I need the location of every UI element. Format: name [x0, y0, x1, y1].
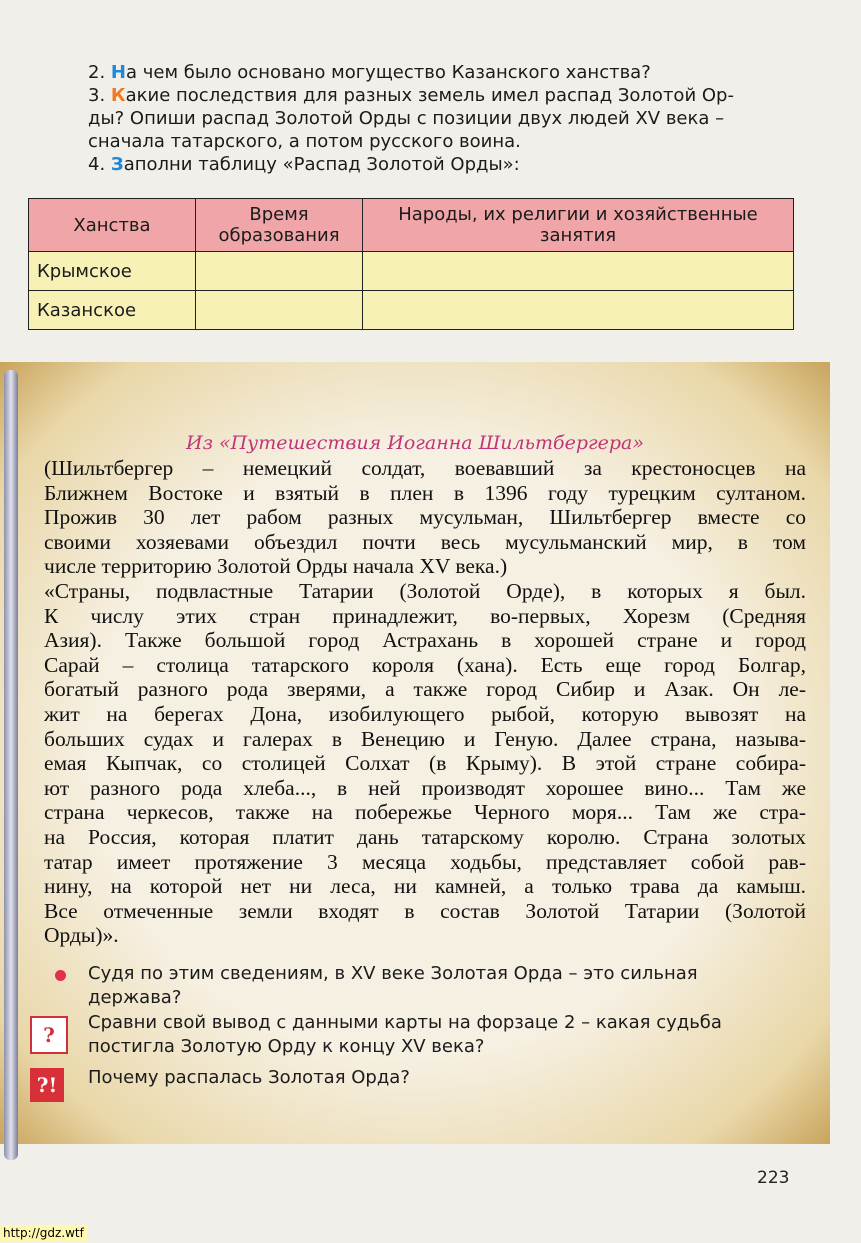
question-icon: ? [30, 1016, 68, 1054]
task-line: Судя по этим сведениям, в XV веке Золотая Орда – это сильная [88, 963, 698, 984]
page-number: 223 [757, 1168, 790, 1188]
source-line: (Шильтбергер – немецкий солдат, воевавший за крестоносцев на [44, 456, 806, 480]
row-kazan: Казанское [29, 291, 196, 330]
scroll-rod [4, 370, 18, 1160]
source-line: страна черкесов, также на побережье Черного моря... Там же стра- [44, 800, 806, 825]
source-line: нину, на которой нет ни леса, ни камней, а только трава да камыш. [44, 874, 806, 899]
question-text: 2. [88, 62, 111, 83]
source-line: Орды)». [44, 923, 119, 948]
question-text: аполни таблицу «Распад Золотой Орды»: [123, 154, 520, 175]
question-line [88, 131, 521, 153]
question-text: 3. [88, 85, 111, 106]
source-line: своими хозяевами объездил почти весь мусульманский мир, в том [44, 529, 806, 554]
khanates-table [28, 198, 794, 330]
source-line: богатый разного рода зверями, а также город Сибир и Азак. Он ле- [44, 677, 806, 702]
question-text: 4. [88, 154, 111, 175]
task-line: Сравни свой вывод с данными карты на форзаце 2 – какая судьба [88, 1012, 722, 1033]
row-crimean: Крымское [29, 252, 196, 291]
source-line: Прожив 30 лет рабом разных мусульман, Шильтбергер вместе со [44, 505, 806, 530]
task-line: Почему распалась Золотая Орда? [88, 1067, 410, 1088]
question-line [88, 85, 734, 107]
source-line: числе территорию Золотой Орды начала XV века.) [44, 554, 508, 579]
source-line: Ближнем Востоке и взятый в плен в 1396 году турецким султаном. [44, 480, 806, 505]
question-line [88, 62, 651, 84]
source-line: больших судах и галерах в Венецию и Геную. Далее страна, называ- [44, 726, 806, 751]
source-line: емая Кыпчак, со столицей Солхат (в Крыму). В этой стране собира- [44, 751, 806, 776]
problem-icon: ?! [30, 1068, 64, 1102]
question-text: З [110, 154, 124, 175]
source-title: Из «Путешествия Иоганна Шильтбергера» [186, 432, 644, 454]
question-text: сначала татарского, а потом русского воина. [88, 131, 521, 152]
question-text: акие последствия для разных земель имел распад Золотой Ор- [125, 85, 734, 106]
source-line: Азия). Также большой город Астрахань в хорошей стране и город [44, 628, 806, 653]
question-line [88, 154, 520, 176]
task-line: держава? [88, 987, 182, 1008]
header-khanates: Ханства [29, 199, 196, 252]
question-text: К [110, 85, 126, 106]
question-text: ды? Опиши распад Золотой Орды с позиции двух людей XV века – [88, 108, 725, 129]
source-line: Сарай – столица татарского короля (хана). Есть еще город Болгар, [44, 652, 806, 677]
question-text: Н [110, 62, 126, 83]
source-line: ют разного рода хлеба..., в ней производят хорошее вино... Там же [44, 775, 806, 800]
watermark: http://gdz.wtf [0, 1225, 87, 1241]
source-text [44, 456, 806, 948]
source-line: на Россия, которая платит дань татарскому королю. Страна золотых [44, 824, 806, 849]
source-line: «Страны, подвластные Татарии (Золотой Орде), в которых я был. [44, 578, 806, 603]
source-line: К числу этих стран принадлежит, во-первых, Хорезм (Средняя [44, 603, 806, 628]
header-time: Время образования [196, 199, 363, 252]
source-line: жит на берегах Дона, изобилующего рыбой, которую вывозят на [44, 701, 806, 726]
header-peoples: Народы, их религии и хозяйственные занятия [363, 199, 794, 252]
question-line [88, 108, 724, 130]
task-line: постигла Золотую Орду к концу XV века? [88, 1036, 485, 1057]
source-line: татар имеет протяжение 3 месяца ходьбы, представляет собой рав- [44, 849, 806, 874]
question-text: а чем было основано могущество Казанского ханства? [125, 62, 651, 83]
bullet-icon [55, 970, 66, 981]
source-line: Все отмеченные земли входят в состав Золотой Татарии (Золотой [44, 898, 806, 923]
